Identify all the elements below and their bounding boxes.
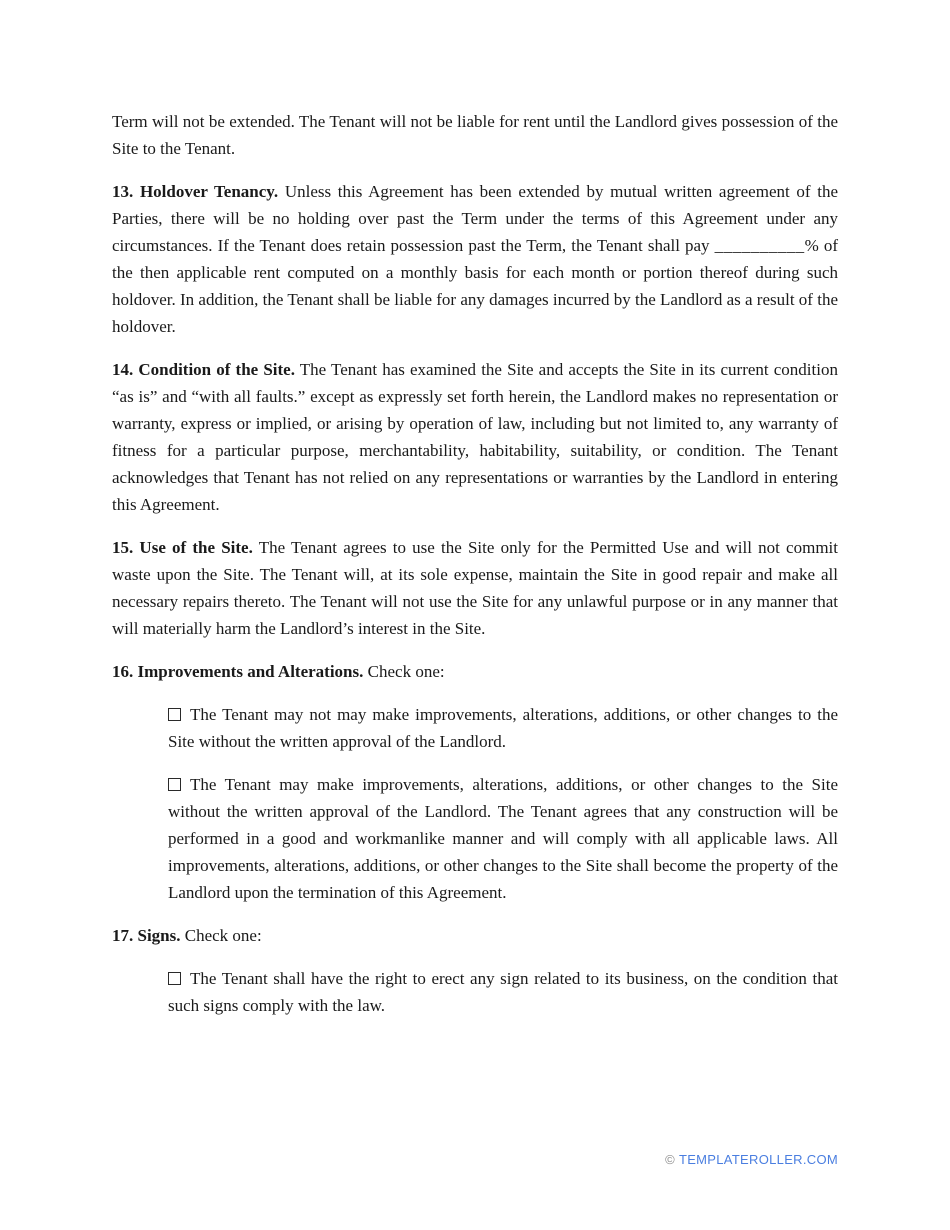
checkbox-unchecked-icon[interactable] [168,708,181,721]
section-16-option-2 [168,771,838,906]
copyright-icon: © [665,1152,675,1167]
percent-blank-field[interactable]: __________ [714,236,805,255]
section-17-check-one-label: Check one: [184,926,262,945]
templateroller-link[interactable]: TEMPLATEROLLER.COM [678,1152,838,1167]
section-13-heading: 13. Holdover Tenancy. [112,182,279,201]
section-16-option-1-text: The Tenant may not may make improvements, alterations, additions, or other changes to the Site without the written approval of the Landlord. [168,705,838,751]
section-15-body: The Tenant agrees to use the Site only for the Permitted Use and will not commit waste upon the Site. The Tenant will, at its sole expense, maintain the Site in good repair and make all necessary repairs thereto. The Tenant will not use the Site for any unlawful purpose or in any manner that will materially harm the Landlord’s interest in the Site. [112,538,838,638]
section-13-body-before-blank: Unless this Agreement has been extended by mutual written agreement of the Parties, there will be no holding over past the Term under the terms of this Agreement under any circumstances. If the Tenant does retain possession past the Term, the Tenant shall pay [112,182,839,255]
section-15-heading: 15. Use of the Site. [112,538,253,557]
page-footer [665,1152,838,1168]
section-16-option-1 [168,701,838,755]
section-13-body-after-blank: % of the then applicable rent computed on a monthly basis for each month or portion thereof during such holdover. In addition, the Tenant shall be liable for any damages incurred by the Landlord as a result of the holdover. [112,236,838,336]
checkbox-unchecked-icon[interactable] [168,972,181,985]
section-17-heading: 17. Signs. [112,926,181,945]
section-16-improvements-alterations [112,658,838,685]
checkbox-unchecked-icon[interactable] [168,778,181,791]
section-13-holdover-tenancy [112,178,838,340]
section-15-use-of-site [112,534,838,642]
section-17-option-1 [168,965,838,1019]
intro-paragraph: Term will not be extended. The Tenant will not be liable for rent until the Landlord gives possession of the Site to the Tenant. [112,112,838,158]
section-14-body: The Tenant has examined the Site and accepts the Site in its current condition “as is” and “with all faults.” except as expressly set forth herein, the Landlord makes no representation or warranty, express or implied, or arising by operation of law, including but not limited to, any warranty of fitness for a particular purpose, merchantability, habitability, suitability, or condition. The Tenant acknowledges that Tenant has not relied on any representations or warranties by the Landlord in entering this Agreement. [112,360,838,514]
section-17-option-1-text: The Tenant shall have the right to erect any sign related to its business, on the condition that such signs comply with the law. [168,969,838,1015]
section-14-heading: 14. Condition of the Site. [112,360,295,379]
section-16-option-2-text: The Tenant may make improvements, alterations, additions, or other changes to the Site without the written approval of the Landlord. The Tenant agrees that any construction will be performed in a good and workmanlike manner and will comply with all applicable laws. All improvements, alterations, additions, or other changes to the Site shall become the property of the Landlord upon the termination of this Agreement. [168,775,838,902]
section-16-check-one-label: Check one: [367,662,445,681]
section-16-heading: 16. Improvements and Alterations. [112,662,364,681]
section-14-condition-of-site [112,356,838,518]
section-17-signs [112,922,838,949]
